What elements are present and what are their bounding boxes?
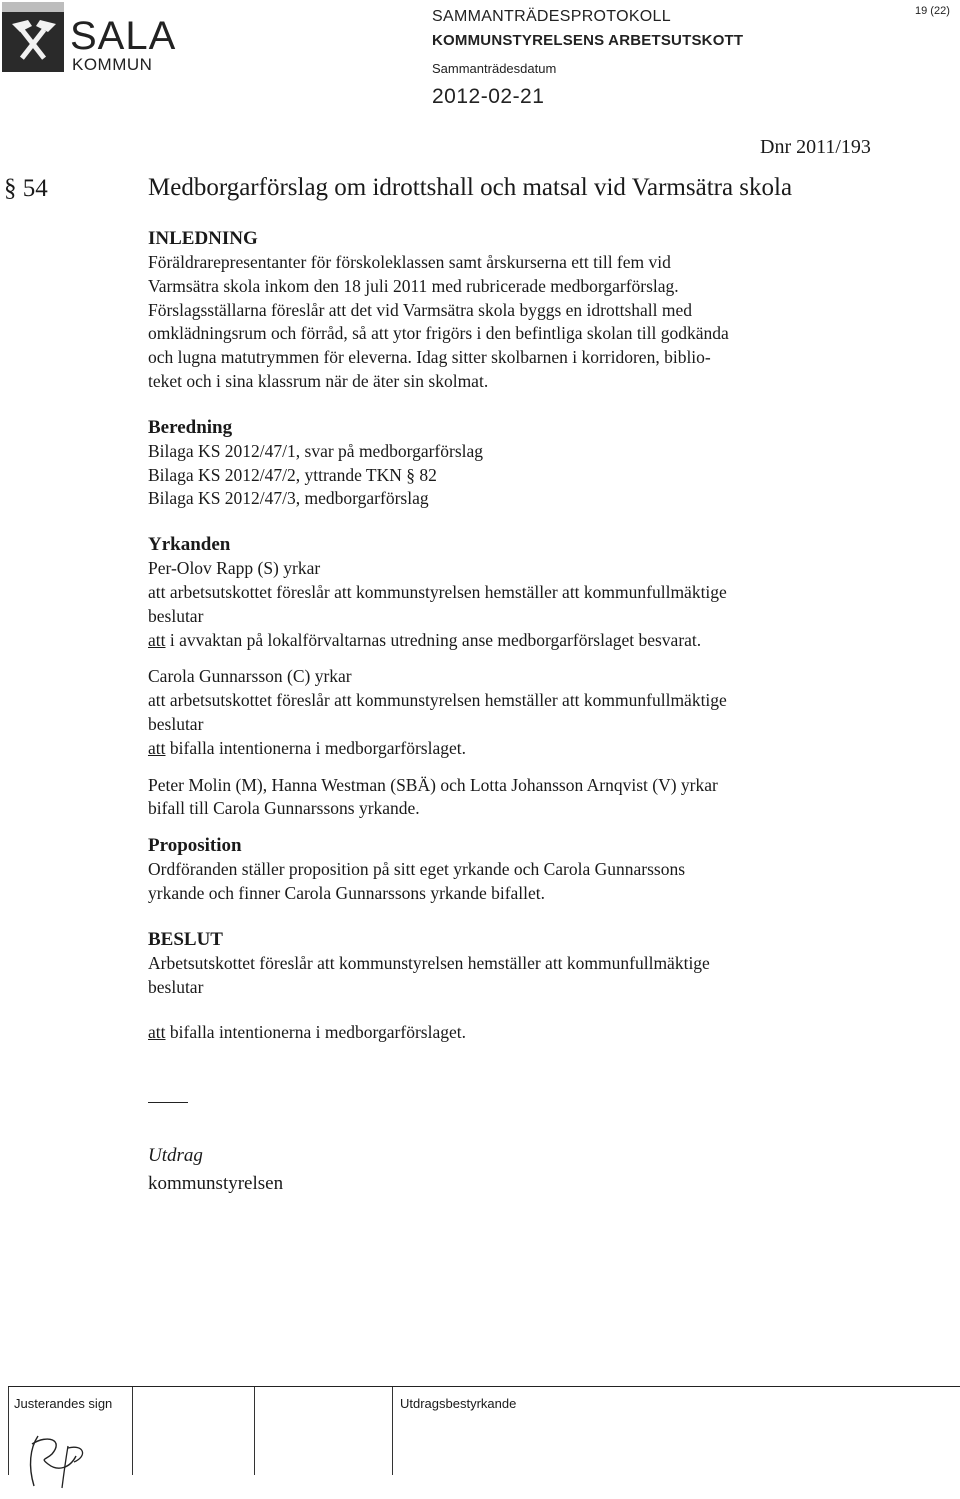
paragraph-number: § 54 (4, 175, 48, 202)
page-number: 19 (22) (915, 5, 950, 17)
case-title: Medborgarförslag om idrottshall och matsal vid Varmsätra skola (148, 174, 793, 201)
text-line: Arbetsutskottet föreslår att kommunstyrelsen hemställer att kommunfullmäktige (148, 952, 710, 973)
text-fragment: i avvaktan på lokalförvaltarnas utredning anse medborgarförslaget besvarat. (165, 629, 702, 650)
att-keyword: att (148, 1022, 166, 1043)
text-line (148, 737, 918, 761)
section-heading-beredning: Beredning (148, 416, 233, 438)
extract-verification-label: Utdragsbestyrkande (400, 1396, 517, 1411)
text-line: att arbetsutskottet föreslår att kommunstyrelsen hemställer att kommunfullmäktige (148, 690, 727, 711)
section-heading-yrkanden: Yrkanden (148, 534, 231, 556)
att-keyword: att (148, 629, 166, 650)
handwritten-signature (18, 1428, 96, 1494)
municipality-logo (2, 2, 177, 82)
text-line: Föräldrarepresentanter för förskoleklassen samt årskurserna ett till fem vid (148, 252, 671, 272)
att-keyword: att (148, 737, 166, 758)
text-line: Per-Olov Rapp (S) yrkar (148, 558, 321, 579)
text-line: att arbetsutskottet föreslår att kommunstyrelsen hemställer att kommunfullmäktige (148, 581, 727, 602)
logo-name: SALA (70, 14, 177, 58)
text-line: Ordföranden ställer proposition på sitt eget yrkande och Carola Gunnarssons (148, 859, 686, 880)
coat-of-arms-icon (2, 2, 64, 72)
box-divider (8, 1387, 9, 1475)
text-line: omklädningsrum och förråd, så att ytor frigörs i den befintliga skolan till godkända (148, 323, 729, 344)
minutes-body (148, 227, 918, 1045)
committee-name: KOMMUNSTYRELSENS ARBETSUTSKOTT (432, 32, 744, 49)
text-line (148, 629, 918, 653)
text-line: beslutar (148, 713, 204, 734)
box-divider (254, 1387, 255, 1475)
meeting-date: 2012-02-21 (432, 85, 545, 108)
attachment-line: Bilaga KS 2012/47/2, yttrande TKN § 82 (148, 464, 437, 485)
attachment-line: Bilaga KS 2012/47/3, medborgarförslag (148, 488, 429, 509)
section-heading-proposition: Proposition (148, 835, 242, 857)
text-line: yrkande och finner Carola Gunnarssons yrkande bifallet. (148, 882, 546, 903)
attachment-line: Bilaga KS 2012/47/1, svar på medborgarförslag (148, 440, 484, 461)
document-type: SAMMANTRÄDESPROTOKOLL (432, 8, 671, 25)
meeting-date-label: Sammanträdesdatum (432, 61, 557, 76)
text-line: beslutar (148, 976, 204, 997)
text-fragment: bifalla intentionerna i medborgarförslaget. (165, 737, 466, 758)
text-line: Peter Molin (M), Hanna Westman (SBÄ) och Lotta Johansson Arnqvist (V) yrkar (148, 774, 718, 795)
text-line: och lugna matutrymmen för eleverna. Idag sitter skolbarnen i korridoren, biblio- (148, 347, 711, 368)
box-divider (392, 1387, 393, 1475)
text-fragment: bifalla intentionerna i medborgarförslaget. (165, 1022, 466, 1043)
separator-rule (148, 1102, 188, 1103)
extract-recipient: kommunstyrelsen (148, 1173, 284, 1194)
text-line: teket och i sina klassrum när de äter sin skolmat. (148, 370, 489, 391)
text-line (148, 1021, 918, 1045)
adjuster-sign-label: Justerandes sign (14, 1396, 113, 1411)
section-heading-beslut: BESLUT (148, 928, 223, 950)
text-line: Carola Gunnarsson (C) yrkar (148, 666, 352, 687)
text-line: Varmsätra skola inkom den 18 juli 2011 med rubricerade medborgarförslag. (148, 275, 679, 296)
case-number: Dnr 2011/193 (760, 136, 871, 158)
logo-subtitle: KOMMUN (72, 55, 153, 74)
text-line: Förslagsställarna föreslår att det vid Varmsätra skola byggs en idrottshall med (148, 299, 692, 320)
box-divider (132, 1387, 133, 1475)
extract-title: Utdrag (148, 1145, 203, 1166)
text-line: beslutar (148, 605, 204, 626)
signature-box (8, 1386, 960, 1499)
text-line: bifall till Carola Gunnarssons yrkande. (148, 798, 420, 819)
section-heading-inledning: INLEDNING (148, 228, 258, 249)
